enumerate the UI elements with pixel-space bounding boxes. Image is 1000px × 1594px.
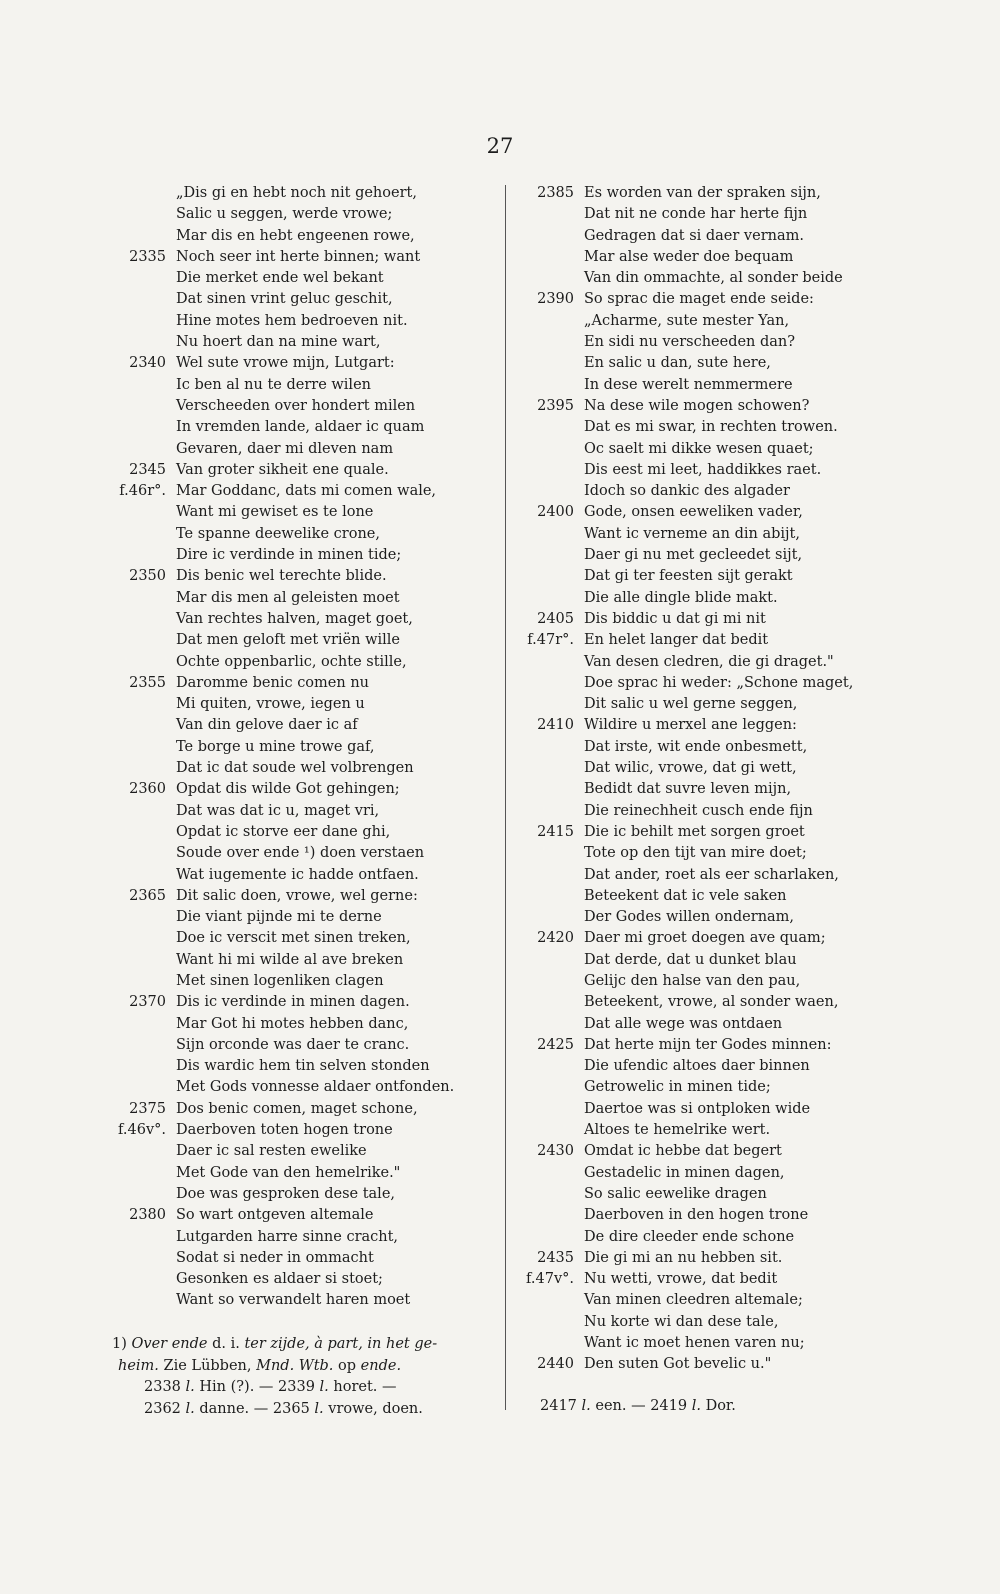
footnote-text: 2338	[144, 1379, 186, 1395]
verse-text: Noch seer int herte binnen; want	[176, 248, 421, 265]
verse-line	[112, 1120, 497, 1141]
verse-line	[112, 907, 497, 928]
verse-text: „Acharme, sute mester Yan,	[584, 312, 790, 329]
footnote-line	[112, 1334, 497, 1356]
verse-line	[112, 481, 497, 502]
verse-line	[520, 950, 855, 971]
line-number: 2400	[537, 504, 574, 521]
line-number: 2350	[129, 568, 166, 585]
verse-line	[112, 886, 497, 907]
verse-line	[520, 1014, 855, 1035]
line-number: f.46r°.	[119, 483, 166, 500]
verse-line	[520, 1248, 855, 1269]
verse-text: Gelijc den halse van den pau,	[584, 972, 801, 989]
verse-text: Mar dis en hebt engeenen rowe,	[176, 227, 415, 244]
verse-line	[520, 1035, 855, 1056]
verse-text: En salic u dan, sute here,	[584, 355, 771, 372]
verse-text: Van minen cleedren altemale;	[584, 1292, 803, 1309]
verse-text: Want hi mi wilde al ave breken	[176, 951, 404, 968]
verse-line	[112, 311, 497, 332]
verse-line	[112, 1056, 497, 1077]
verse-text: Met Gods vonnesse aldaer ontfonden.	[176, 1079, 455, 1096]
verse-line	[520, 652, 855, 673]
verse-text: Die viant pijnde mi te derne	[176, 909, 382, 926]
footnote-line	[112, 1399, 497, 1421]
verse-text: En sidi nu verscheeden dan?	[584, 334, 796, 351]
verse-line	[112, 1014, 497, 1035]
verse-line	[112, 737, 497, 758]
verse-line	[520, 417, 855, 438]
verse-line	[520, 183, 855, 204]
verse-text: Beteekent, vrowe, al sonder waen,	[584, 994, 839, 1011]
verse-text: Dis eest mi leet, haddikkes raet.	[584, 461, 822, 478]
verse-text: Met sinen logenliken clagen	[176, 972, 384, 989]
verse-text: Idoch so dankic des algader	[584, 483, 790, 500]
verse-line	[520, 545, 855, 566]
verse-line	[520, 566, 855, 587]
verse-text: Dis wardic hem tin selven stonden	[176, 1058, 430, 1075]
line-number: 2360	[129, 781, 166, 798]
verse-line	[520, 311, 855, 332]
verse-line	[112, 673, 497, 694]
verse-text: En helet langer dat bedit	[584, 632, 769, 649]
verse-text: Soude over ende ¹) doen verstaen	[176, 845, 425, 862]
line-number: 2335	[129, 248, 166, 265]
footnote-text: Dor.	[700, 1398, 736, 1414]
footnote-abbrev: l.	[185, 1400, 195, 1417]
verse-text: Daer ic sal resten ewelike	[176, 1143, 367, 1160]
line-number: 2355	[129, 674, 166, 691]
footnote-term: ende.	[360, 1357, 402, 1374]
verse-line	[520, 375, 855, 396]
verse-text: Dat herte mijn ter Godes minnen:	[584, 1036, 832, 1053]
verse-text: Daerboven toten hogen trone	[176, 1122, 393, 1139]
verse-text: Van din gelove daer ic af	[176, 717, 358, 734]
verse-text: Mi quiten, vrowe, iegen u	[176, 696, 365, 713]
verse-line	[112, 1290, 497, 1311]
verse-text: Mar Goddanc, dats mi comen wale,	[176, 483, 437, 500]
verse-text: Die merket ende wel bekant	[176, 270, 384, 287]
footnote-text: vrowe, doen.	[323, 1400, 423, 1417]
footnote-line	[112, 1377, 497, 1399]
verse-text: Daromme benic comen nu	[176, 674, 369, 691]
line-number: 2345	[129, 461, 166, 478]
verse-line	[112, 375, 497, 396]
verse-line	[520, 226, 855, 247]
verse-text: Gesonken es aldaer si stoet;	[176, 1271, 383, 1288]
verse-text: Dire ic verdinde in minen tide;	[176, 547, 402, 564]
page-number: 27	[486, 134, 514, 158]
verse-text: Dis benic wel terechte blide.	[176, 568, 387, 585]
verse-text: Mar Got hi motes hebben danc,	[176, 1015, 409, 1032]
verse-line	[112, 1248, 497, 1269]
verse-text: Beteekent dat ic vele saken	[584, 887, 787, 904]
verse-text: Omdat ic hebbe dat begert	[584, 1143, 782, 1160]
verse-text: Nu hoert dan na mine wart,	[176, 334, 381, 351]
verse-text: Wildire u merxel ane leggen:	[584, 717, 797, 734]
verse-text: Der Godes willen ondernam,	[584, 909, 795, 926]
footnote-abbrev: l.	[691, 1398, 701, 1414]
verse-line	[520, 1141, 855, 1162]
verse-line	[520, 439, 855, 460]
verse-text: Die ic behilt met sorgen groet	[584, 823, 805, 840]
verse-line	[112, 1205, 497, 1226]
verse-text: Te spanne deewelike crone,	[176, 525, 380, 542]
footnote-text: horet. —	[328, 1379, 397, 1395]
line-number: 2420	[537, 930, 574, 947]
verse-text: Mar dis men al geleisten moet	[176, 589, 400, 606]
verse-text: Van groter sikheit ene quale.	[176, 461, 389, 478]
verse-line	[520, 353, 855, 374]
footnote-abbrev: l.	[319, 1379, 329, 1395]
verse-text: Dat alle wege was ontdaen	[584, 1015, 783, 1032]
verse-text: Mar alse weder doe bequam	[584, 248, 794, 265]
line-number: 2395	[537, 397, 574, 414]
line-number: 2415	[537, 823, 574, 840]
footnote-abbrev: l.	[314, 1400, 324, 1417]
verse-line	[520, 1290, 855, 1311]
verse-line	[112, 247, 497, 268]
column-divider	[505, 185, 506, 1410]
verse-line	[520, 1312, 855, 1333]
verse-line	[112, 801, 497, 822]
verse-text: Van din ommachte, al sonder beide	[584, 270, 843, 287]
verse-line	[520, 247, 855, 268]
verse-line	[112, 758, 497, 779]
verse-text: Dat ander, roet als eer scharlaken,	[584, 866, 839, 883]
verse-text: Daerboven in den hogen trone	[584, 1207, 809, 1224]
footnote-text: op	[333, 1357, 361, 1374]
verse-line	[520, 1227, 855, 1248]
footnote-term: Over ende	[131, 1336, 208, 1352]
verse-text: Getrowelic in minen tide;	[584, 1079, 771, 1096]
verse-line	[520, 630, 855, 651]
verse-text: Bedidt dat suvre leven mijn,	[584, 781, 792, 798]
verse-text: So sprac die maget ende seide:	[584, 291, 814, 308]
verse-line	[112, 1035, 497, 1056]
verse-text: Hine motes hem bedroeven nit.	[176, 312, 408, 329]
verse-line	[520, 204, 855, 225]
verse-line	[520, 1163, 855, 1184]
footnote-marker: 1)	[112, 1336, 132, 1352]
verse-text: Die gi mi an nu hebben sit.	[584, 1249, 783, 1266]
verse-text: Doe sprac hi weder: „Schone maget,	[584, 674, 854, 691]
footnote-gloss: heim.	[118, 1357, 159, 1374]
footnote-text: 2417	[540, 1398, 582, 1414]
verse-line	[112, 950, 497, 971]
verse-line	[112, 971, 497, 992]
footnote-text: d. i.	[207, 1336, 245, 1352]
verse-text: In vremden lande, aldaer ic quam	[176, 419, 425, 436]
verse-line	[520, 865, 855, 886]
verse-text: Dat ic dat soude wel volbrengen	[176, 760, 414, 777]
verse-line	[520, 1354, 855, 1375]
line-number: 2440	[537, 1356, 574, 1373]
verse-text: Die alle dingle blide makt.	[584, 589, 778, 606]
verse-line	[520, 715, 855, 736]
verse-line	[112, 1077, 497, 1098]
verse-line	[520, 1184, 855, 1205]
footnote-line	[112, 1356, 497, 1378]
footnote-reference: Mnd. Wtb.	[256, 1357, 334, 1374]
verse-line	[112, 779, 497, 800]
verse-line	[112, 588, 497, 609]
verse-line	[520, 673, 855, 694]
verse-line	[520, 801, 855, 822]
verse-text: Dat wilic, vrowe, dat gi wett,	[584, 760, 797, 777]
verse-line	[112, 822, 497, 843]
verse-text: Daertoe was si ontploken wide	[584, 1100, 811, 1117]
verse-line	[520, 524, 855, 545]
verse-text: Dis ic verdinde in minen dagen.	[176, 994, 410, 1011]
verse-text: So wart ontgeven altemale	[176, 1207, 374, 1224]
verse-line	[520, 1056, 855, 1077]
footnote-text: een. — 2419	[590, 1398, 692, 1414]
verse-text: Sijn orconde was daer te cranc.	[176, 1036, 410, 1053]
verse-line	[112, 630, 497, 651]
left-verse-column	[112, 183, 497, 1312]
verse-text: De dire cleeder ende schone	[584, 1228, 795, 1245]
verse-line	[112, 332, 497, 353]
verse-text: Den suten Got bevelic u."	[584, 1356, 772, 1373]
verse-text: Lutgarden harre sinne cracht,	[176, 1228, 399, 1245]
verse-line	[520, 694, 855, 715]
verse-line	[112, 502, 497, 523]
line-number: f.47r°.	[527, 632, 574, 649]
verse-line	[520, 758, 855, 779]
verse-line	[112, 843, 497, 864]
verse-text: Dos benic comen, maget schone,	[176, 1100, 418, 1117]
verse-text: Gedragen dat si daer vernam.	[584, 227, 804, 244]
verse-text: Nu wetti, vrowe, dat bedit	[584, 1271, 778, 1288]
verse-line	[520, 502, 855, 523]
verse-text: Es worden van der spraken sijn,	[584, 185, 821, 201]
verse-text: Van desen cledren, die gi draget."	[584, 653, 834, 670]
verse-text: Gode, onsen eeweliken vader,	[584, 504, 803, 521]
verse-text: Altoes te hemelrike wert.	[584, 1122, 771, 1139]
verse-line	[112, 865, 497, 886]
verse-text: Daer gi nu met gecleedet sijt,	[584, 547, 803, 564]
verse-line	[520, 907, 855, 928]
verse-line	[112, 524, 497, 545]
verse-line	[112, 226, 497, 247]
verse-text: Nu korte wi dan dese tale,	[584, 1313, 779, 1330]
line-number: 2410	[537, 717, 574, 734]
verse-text: Salic u seggen, werde vrowe;	[176, 206, 393, 223]
verse-text: Dis biddic u dat gi mi nit	[584, 610, 766, 627]
verse-line	[520, 1269, 855, 1290]
verse-line	[112, 1227, 497, 1248]
verse-text: Ochte oppenbarlic, ochte stille,	[176, 653, 407, 670]
verse-line	[520, 1099, 855, 1120]
footnotes-left	[112, 1334, 497, 1420]
verse-text: Dat irste, wit ende onbesmett,	[584, 738, 808, 755]
verse-text: Want so verwandelt haren moet	[176, 1292, 411, 1309]
verse-line	[520, 289, 855, 310]
right-verse-column	[520, 183, 855, 1376]
verse-line	[520, 843, 855, 864]
line-number: 2405	[537, 610, 574, 627]
line-number: 2380	[129, 1207, 166, 1224]
line-number: 2375	[129, 1100, 166, 1117]
verse-line	[520, 822, 855, 843]
line-number: 2340	[129, 355, 166, 372]
verse-line	[112, 289, 497, 310]
line-number: 2435	[537, 1249, 574, 1266]
footnote-text: Zie Lübben,	[158, 1357, 257, 1374]
verse-line	[112, 396, 497, 417]
verse-text: Opdat ic storve eer dane ghi,	[176, 823, 391, 840]
verse-line	[520, 268, 855, 289]
verse-text: In dese werelt nemmermere	[584, 376, 793, 393]
verse-text: Van rechtes halven, maget goet,	[176, 610, 413, 627]
line-number: f.46v°.	[118, 1122, 166, 1139]
verse-text: Want ic moet henen varen nu;	[584, 1335, 805, 1352]
verse-text: Dit salic doen, vrowe, wel gerne:	[176, 887, 418, 904]
verse-text: „Dis gi en hebt noch nit gehoert,	[176, 185, 417, 201]
verse-line	[112, 268, 497, 289]
verse-line	[520, 886, 855, 907]
verse-line	[112, 928, 497, 949]
verse-text: Wat iugemente ic hadde ontfaen.	[176, 866, 419, 883]
verse-text: Dat es mi swar, in rechten trowen.	[584, 419, 838, 436]
verse-text: Dat derde, dat u dunket blau	[584, 951, 797, 968]
verse-line	[520, 332, 855, 353]
verse-line	[112, 417, 497, 438]
verse-text: Want ic verneme an din abijt,	[584, 525, 800, 542]
verse-line	[112, 715, 497, 736]
verse-text: Dat sinen vrint geluc geschit,	[176, 291, 393, 308]
verse-text: Te borge u mine trowe gaf,	[176, 738, 375, 755]
verse-text: Tote op den tijt van mire doet;	[584, 845, 807, 862]
verse-line	[112, 1269, 497, 1290]
verse-line	[520, 460, 855, 481]
verse-text: Ic ben al nu te derre wilen	[176, 376, 371, 393]
verse-line	[520, 481, 855, 502]
line-number: 2365	[129, 887, 166, 904]
verse-line	[520, 396, 855, 417]
verse-line	[112, 545, 497, 566]
line-number: f.47v°.	[526, 1271, 574, 1288]
verse-line	[112, 1141, 497, 1162]
verse-text: Gestadelic in minen dagen,	[584, 1164, 785, 1181]
verse-text: Gevaren, daer mi dleven nam	[176, 440, 394, 457]
verse-line	[520, 1333, 855, 1354]
verse-text: Opdat dis wilde Got gehingen;	[176, 781, 400, 798]
verse-line	[112, 460, 497, 481]
verse-text: Die ufendic altoes daer binnen	[584, 1058, 810, 1075]
verse-line	[112, 204, 497, 225]
verse-line	[112, 1184, 497, 1205]
verse-text: So salic eewelike dragen	[584, 1185, 767, 1202]
verse-line	[112, 566, 497, 587]
verse-line	[520, 737, 855, 758]
verse-text: Sodat si neder in ommacht	[176, 1249, 374, 1266]
line-number: 2390	[537, 291, 574, 308]
footnote-abbrev: l.	[185, 1379, 195, 1395]
verse-text: Want mi gewiset es te lone	[176, 504, 374, 521]
line-number: 2425	[537, 1036, 574, 1053]
verse-text: Wel sute vrowe mijn, Lutgart:	[176, 355, 395, 372]
line-number: 2385	[537, 185, 574, 201]
verse-line	[112, 694, 497, 715]
verse-line	[520, 779, 855, 800]
verse-line	[520, 971, 855, 992]
verse-text: Dat gi ter feesten sijt gerakt	[584, 568, 793, 585]
verse-text: Die reinechheit cusch ende fijn	[584, 802, 813, 819]
verse-line	[112, 1099, 497, 1120]
footnote-abbrev: l.	[581, 1398, 591, 1414]
verse-line	[520, 588, 855, 609]
verse-line	[520, 992, 855, 1013]
verse-text: Na dese wile mogen schowen?	[584, 397, 810, 414]
verse-line	[112, 992, 497, 1013]
verse-line	[112, 609, 497, 630]
footnote-right	[540, 1398, 875, 1414]
verse-text: Dat was dat ic u, maget vri,	[176, 802, 380, 819]
verse-text: Doe was gesproken dese tale,	[176, 1185, 396, 1202]
footnote-text: danne. — 2365	[194, 1400, 315, 1417]
verse-line	[112, 439, 497, 460]
verse-line	[112, 353, 497, 374]
verse-line	[520, 1120, 855, 1141]
verse-text: Dat men geloft met vriën wille	[176, 632, 400, 649]
verse-text: Daer mi groet doegen ave quam;	[584, 930, 826, 947]
verse-line	[112, 652, 497, 673]
verse-text: Dat nit ne conde har herte fijn	[584, 206, 808, 223]
footnote-text: 2362	[144, 1400, 186, 1417]
footnote-text: Hin (?). — 2339	[194, 1379, 320, 1395]
verse-line	[112, 1163, 497, 1184]
footnote-gloss: ter zijde, à part, in het ge-	[244, 1336, 438, 1352]
verse-text: Verscheeden over hondert milen	[176, 397, 416, 414]
verse-text: Met Gode van den hemelrike."	[176, 1164, 401, 1181]
line-number: 2430	[537, 1143, 574, 1160]
verse-line	[520, 928, 855, 949]
verse-line	[112, 183, 497, 204]
verse-line	[520, 1077, 855, 1098]
line-number: 2370	[129, 994, 166, 1011]
verse-text: Doe ic verscit met sinen treken,	[176, 930, 411, 947]
verse-text: Oc saelt mi dikke wesen quaet;	[584, 440, 814, 457]
verse-text: Dit salic u wel gerne seggen,	[584, 696, 798, 713]
verse-line	[520, 609, 855, 630]
verse-line	[520, 1205, 855, 1226]
